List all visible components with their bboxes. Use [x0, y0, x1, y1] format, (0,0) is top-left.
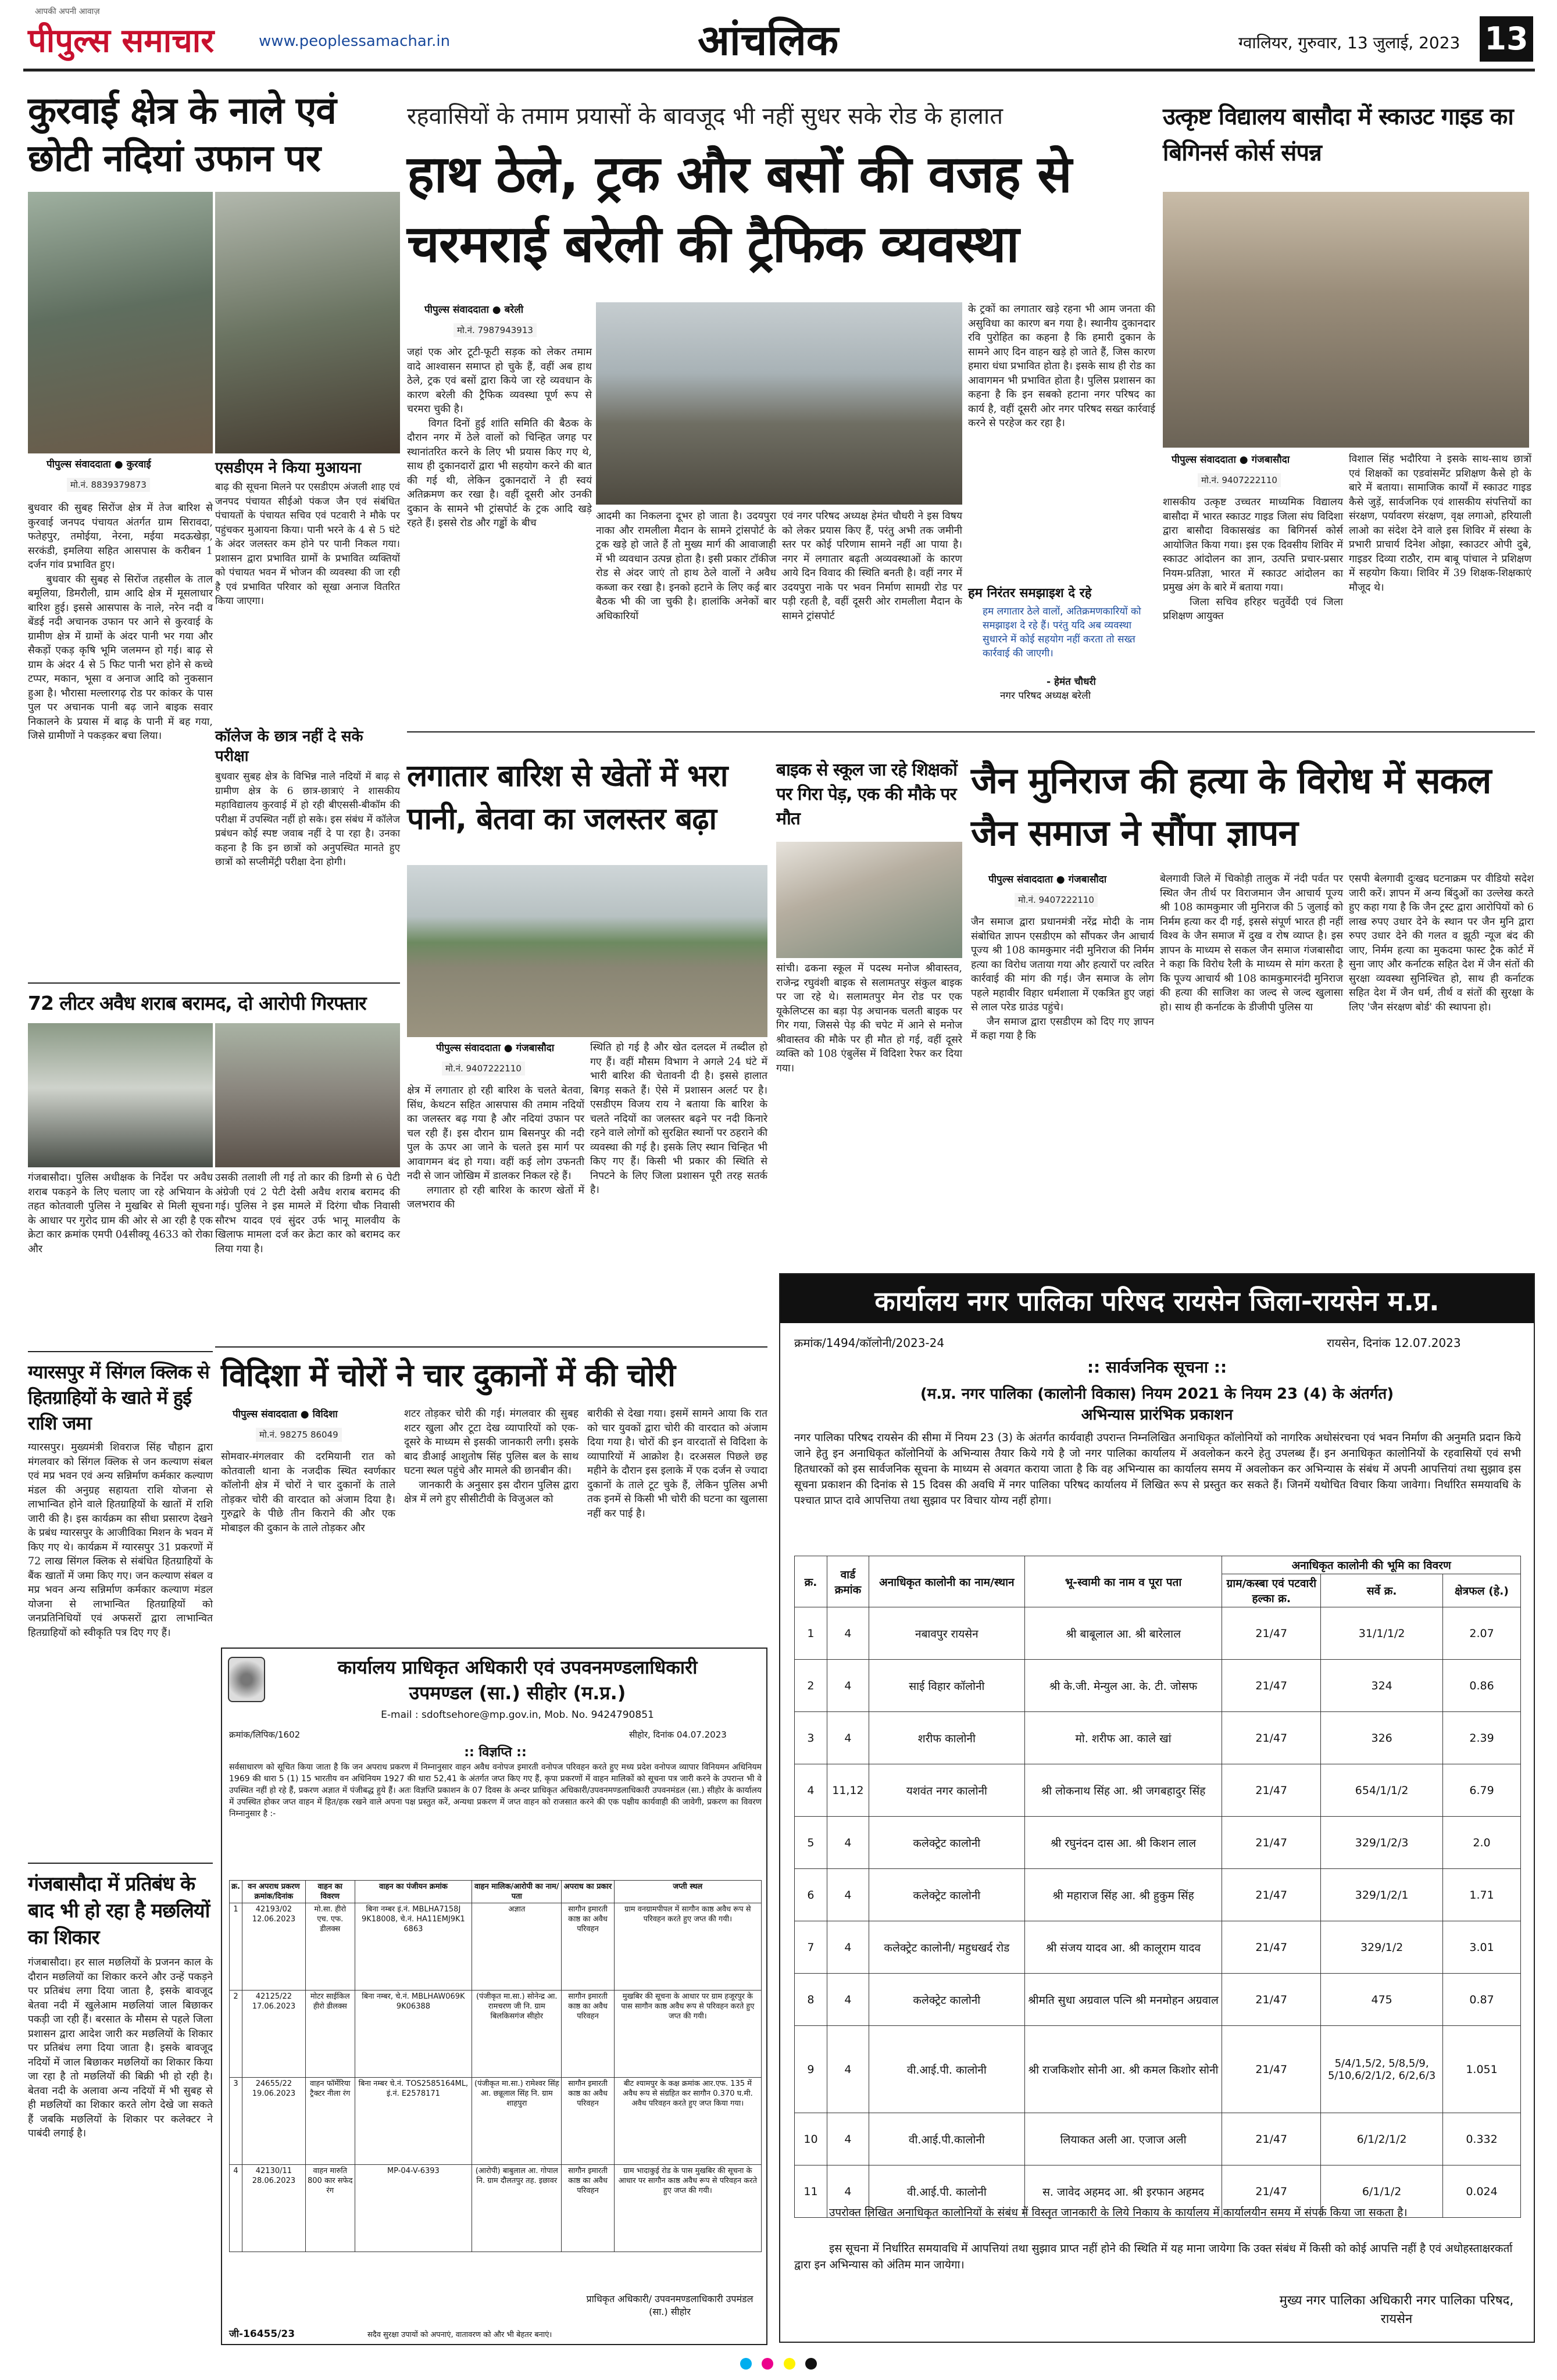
- raisen-table-cell: 31/1/1/2: [1321, 1607, 1443, 1660]
- betwa-mobile: मो.नं. 9407222110: [442, 1062, 525, 1075]
- forest-notice-head: :: विज्ञप्ति ::: [464, 1745, 527, 1760]
- scout-mobile: मो.नं. 9407222110: [1198, 473, 1281, 487]
- jain-col-2: बेलगावी जिले में चिकोड़ी तालुक में नंदी पर्वत पर स्थित जैन तीर्थ पर विराजमान जैन आचार्य पूज्य श्री 108 कामकुमार जी मुनिराज की 5 जुलाई को निर्मम हत्या कर दी गई, इससे संपूर्ण भारत ही नहीं विश्व के जैन समाज में दुख व रोष व्याप्त है। इस ज्ञापन के माध्यम से सकल जैन समाज गंजबासौदा ने कहा कि विरोध रैली के माध्यम से मांग करता है कि पूज्य आचार्य श्री 108 कामकुमारनंदी मुनिराज की हत्या की साजिश का जल्द से जल्द खुलासा हो। साथ ही कर्नाटक के डीजीपी पुलिस या: [1160, 873, 1347, 1013]
- kurwai-photo: [28, 192, 213, 453]
- betwa-col-1: क्षेत्र में लगातार हो रही बारिश के चलते बेतवा, सिंध, केथटन सहित आसपास की तमाम नदियों का जलस्तर बढ़ गया है और नदियां उफान पर चल रही हैं। इस दौरान ग्राम बिसनपुर की नदी पुल के ऊपर आ जाने के चलते इस मार्ग पर आवागमन बंद हो गया। वहीं कई लोग उफनती नदी से जान जोखिम में डालकर निकल रहे हैं। लगातार हो रही बारिश के कारण खेतों में जलभराव की: [407, 1085, 584, 1210]
- raisen-table-cell: 5: [795, 1817, 827, 1869]
- forest-notice-email: E-mail : sdoftsehore@mp.gov.in, Mob. No. 9424790851: [381, 1709, 654, 1721]
- raisen-table-row: [795, 2113, 1521, 2165]
- forest-notice-date: सीहोर, दिनांक 04.07.2023: [629, 1729, 727, 1740]
- raisen-table-cell: 6: [795, 1869, 827, 1921]
- raisen-table-cell: 21/47: [1222, 1869, 1321, 1921]
- registration-mark-yellow-icon: [784, 2358, 795, 2370]
- kurwai-sub-2: कॉलेज के छात्र नहीं दे सके परीक्षा: [215, 728, 363, 765]
- raisen-table-cell: 4: [827, 1712, 869, 1764]
- tree-body: सांची। ढकना स्कूल में पदस्थ मनोज श्रीवास्तव, राजेन्द्र रघुवंशी बाइक से सलामतपुर संकुल बाइक पर जा रहे थे। सलामतपुर मेन रोड पर एक यूकेलिप्टस का बड़ा पेड़ अचानक चलती बाइक पर गिर गया, जिससे पेड़ की चपेट में आने से मनोज श्रीवास्तव की मौके पर ही मौत हो गई, वहीं दूसरे व्यक्ति को 108 एंबुलेंस में विदिशा रेफर कर दिया गया।: [776, 963, 966, 1074]
- raisen-table-cell: 1.71: [1443, 1869, 1521, 1921]
- raisen-notice-rule: (म.प्र. नगर पालिका (कालोनी विकास) नियम 2021 के नियम 23 (4) के अंतर्गत): [920, 1385, 1394, 1403]
- raisen-table-cell: 475: [1321, 1974, 1443, 2026]
- raisen-table-cell: श्री बाबूलाल आ. श्री बारेलाल: [1024, 1607, 1222, 1660]
- raisen-table-cell: मो. शरीफ आ. काले खां: [1024, 1712, 1222, 1764]
- raisen-notice-intro: नगर पालिका परिषद रायसेन की सीमा में नियम 23 (3) के अंतर्गत कार्यवाही उपरान्त निम्नलिखित अनाधिकृत कॉलोनियों को नागरिक अधोसंरचना एवं भवन निर्माण की अनुमति प्रदान किये जाने हेतु इन अनाधिकृत कॉलोनियों के अभिन्यास तैयार किये गये है जो नगर पालिका कार्यालय में अवलोकन करने हेतु उपलब्ध हैं। इन अनाधिकृत कालोनियों के रहवासियों एवं सभी हितधारकों को इस सार्वजनिक सूचना के माध्यम से अवगत कराया जाता है कि वह अभिन्यास का कार्यालय समय में अवलोकन कर अभिन्यास के संबंध में अपनी आपत्तियां तथा सुझाव इस सूचना प्रकाशन की दिनांक से 15 दिवस की अवधि में नगर पालिका परिषद कार्यालय में लिखित रूप से प्रस्तुत कर सकते हैं। जिनमें यथोचित विचार किया जावेगा। निर्धारित समयावधि के पश्चात प्राप्त दावे आपत्तिया तथा सुझाव पर विचार योग्य नहीं होगा।: [794, 1432, 1521, 1507]
- raisen-table-cell: 11,12: [827, 1764, 869, 1817]
- forest-table-cell: सागौन इमारती काष्ठ का अवैध परिवहन: [562, 2078, 614, 2165]
- gyaraspur-body: ग्यारसपुर। मुख्यमंत्री शिवराज सिंह चौहान द्वारा मंगलवार को सिंगल क्लिक से जन कल्याण संबल एवं मप्र भवन एवं अन्य सन्निर्माण कर्मकार कल्याण मंडल की अनुग्रह सहायता राशि योजना से लाभान्वित होने वाले हितग्राहियों के खातों में राशि जारी की है। इस कार्यक्रम का सीधा प्रसारण देखने के प्रबंध ग्यारसपुर के आजीविका मिशन के भवन में किए गए थे। कार्यक्रम में ग्यारसपुर 31 प्रकरणों में 72 लाख सिंगल क्लिक से संबंधित हितग्राहियों के बैंक खातों में जमा किए गए। जन कल्याण संबल व मप्र भवन अन्य सन्निर्माण कर्मकार कल्याण मंडल योजना से लाभान्वित हितग्राहियों को जनप्रतिनिधियों एवं अफसरों द्वारा लाभान्वित हितग्राहियों को स्वीकृति पत्र दिए गए हैं।: [28, 1442, 216, 1639]
- raisen-table-cell: श्री रघुनंदन दास आ. श्री किशन लाल: [1024, 1817, 1222, 1869]
- forest-table-cell: बीट श्यामपुर के कक्ष क्रमांक आर.एफ. 135 में अवैध रूप से संग्रहित कर सागौन 0.370 घ.मी. अवैध परिवहन करते हुए जप्त किया गया।: [614, 2078, 761, 2165]
- betwa-photo: [407, 865, 767, 1037]
- raisen-table-cell: 2.07: [1443, 1607, 1521, 1660]
- raisen-table-cell: 6/1/1/2: [1321, 2165, 1443, 2218]
- raisen-table-cell: 2.39: [1443, 1712, 1521, 1764]
- registration-mark-cyan-icon: [740, 2358, 752, 2370]
- raisen-table-cell: 2: [795, 1660, 827, 1712]
- raisen-table-cell: श्री राजकिशोर सोनी आ. श्री कमल किशोर सोनी: [1024, 2026, 1222, 2113]
- bareli-photo: [596, 302, 962, 505]
- raisen-table-cell: 21/47: [1222, 1817, 1321, 1869]
- forest-table-cell: ग्राम भादाकुई रोड के पास मुखबिर की सूचना के आधार पर सागौन काष्ठ अवैध रूप से परिवहन करते हुए जप्त की गयी।: [614, 2165, 761, 2252]
- forest-notice-ref: क्रमांक/लिपिक/1602: [229, 1729, 301, 1740]
- raisen-table-cell: 9: [795, 2026, 827, 2113]
- kurwai-col-1: बुधवार की सुबह सिरोंज क्षेत्र में तेज बारिश से कुरवाई जनपद पंचायत अंतर्गत ग्राम सिरावदा, फतेहपुर, तमोईया, नेरना, मईया मदऊखेड़ा, सरकंडी, इमलिया सहित आसपास के करीबन 1 दर्जन गांव प्रभावित हुए। बुधवार की सुबह से सिरोंज तहसील के ताल बमूलिया, डिमरौली, ग्राम आदि क्षेत्र में मूसलाधार बारिश हुई। इससे आसपास के नाले, नरेन नदी व बेंडई नदी अचानक उफान पर आने से कुरवाई के ग्रामीण क्षेत्र में ग्रामों के अंदर पानी भर गया और सैकड़ों एकड़ कृषि भूमि जलमग्न हो गई। बाढ़ से ग्राम के अंदर 4 से 5 फिट पानी भरा होने से कच्चे टप्पर, मकान, भूसा व अनाज आदि को नुकसान हुआ है। भौरासा मल्लारगढ़ रोड पर कांकर के पास पुल पर अचानक पानी बढ़ जाने बाइक सवार निकालने के प्रयास में बाढ़ के पानी में बह गया, जिसे ग्रामीणों ने पकड़कर बचा लिया।: [28, 502, 213, 742]
- liquor-col-2: उसकी तलाशी ली गई तो कार की डिग्गी से 6 पेटी अंग्रेजी एवं 2 पेटी देसी अवैध शराब बरामद की गई। पुलिस ने इस मामले में दिरंगा चौक निवासी सौरभ यादव एवं सुंदर उर्फ भानू मालवीय के खिलाफ मामला दर्ज कर क्रेटा कार को बरामद कर लिया गया है।: [215, 1172, 403, 1255]
- raisen-notice-title: कार्यालय नगर पालिका परिषद रायसेन जिला-रायसेन म.प्र.: [874, 1285, 1440, 1317]
- vidisha-col-1: सोमवार-मंगलवार की दरमियानी रात को कोतवाली थाना के नजदीक स्थित स्वर्णकार कॉलोनी क्षेत्र में चोरों ने चार दुकानों के ताले तोड़कर चोरी की वारदात को अंजाम दिया है। गुरुद्वारे के पीछे तीन किराने की और एक मोबाइल की दुकान के ताले तोड़कर और: [221, 1451, 399, 1534]
- raisen-table-cell: श्री के.जी. मेन्युल आ. के. टी. जोसफ: [1024, 1660, 1222, 1712]
- scout-photo: [1163, 192, 1529, 448]
- raisen-table-cell: 4: [827, 1869, 869, 1921]
- bareli-quote-by: - हेमंत चौधरी: [1047, 676, 1096, 688]
- raisen-table-cell: कलेक्ट्रेट कालोनी: [869, 1869, 1024, 1921]
- raisen-table-cell: 0.87: [1443, 1974, 1521, 2026]
- bareli-col-1: जहां एक ओर टूटी-फूटी सड़क को लेकर तमाम वादे आश्वासन समाप्त हो चुके हैं, वहीं अब हाथ ठेले, ट्रक एवं बसों द्वारा किये जा रहे व्यवधान के कारण बरेली की ट्रैफिक व्यवस्था पूर्ण रूप से चरमरा चुकी है। विगत दिनों हुई शांति समिति की बैठक के दौरान नगर में ठेले वालों को चिन्हित जगह पर स्थानांतरित करने के लिए भी प्रयास किए गए थे, साथ ही दुकानदारों द्वारा भी सहयोग करने की बात की गई थी, लेकिन दुकानदारों ने ही स्वयं अतिक्रमण कर रखा है। वहीं दूसरी ओर उनकी दुकान के सामने भी ट्रांसपोर्ट के ट्रक आदि खड़े रहते हैं। इससे रोड और गड्ढों के बीच: [407, 346, 592, 529]
- raisen-th-area: क्षेत्रफल (हे.): [1443, 1574, 1521, 1607]
- fish-body: गंजबासौदा। हर साल मछलियों के प्रजनन काल के दौरान मछलियों का शिकार करने और उन्हें पकड़ने पर प्रतिबंध लगा दिया जाता है, इसके बावजूद बेतवा नदी में खुलेआम मछलियां जाल बिछाकर पकड़ी जा रही हैं। बरसात के मौसम से पहले जिला प्रशासन द्वारा आदेश जारी कर मछलियों के शिकार पर प्रतिबंध लगा दिया जाता है। इसके बावजूद नदियों में जाल बिछाकर मछलियों का शिकार किया जा रहा है तो मछलियों की बिक्री भी हो रही है। बेतवा नदी के अलावा अन्य नदियों में भी सुबह से ही मछलियों का शिकार करते लोग देखे जा सकते हैं जबकि मछलियों के शिकार पर कलेक्टर ने पाबंदी लगाई है।: [28, 1957, 216, 2139]
- dateline: ग्वालियर, गुरुवार, 13 जुलाई, 2023: [1238, 33, 1460, 52]
- scout-byline: पीपुल्स संवाददाता ● गंजबासौदा: [1172, 454, 1290, 466]
- forest-table-cell: 1: [230, 1903, 242, 1991]
- forest-table-header: [230, 1881, 762, 1903]
- raisen-notice-head: :: सार्वजनिक सूचना ::: [1087, 1357, 1227, 1377]
- raisen-table-cell: 2.0: [1443, 1817, 1521, 1869]
- raisen-table-cell: स. जावेद अहमद आ. श्री इरफान अहमद: [1024, 2165, 1222, 2218]
- raisen-table-cell: 11: [795, 2165, 827, 2218]
- forest-table-row: [230, 2165, 762, 2252]
- raisen-table-cell: 21/47: [1222, 1921, 1321, 1974]
- raisen-table-cell: 4: [827, 1660, 869, 1712]
- forest-table-cell: 24655/22 19.06.2023: [242, 2078, 305, 2165]
- jain-byline: पीपुल्स संवाददाता ● गंजबासौदा: [988, 874, 1107, 885]
- bareli-mobile: मो.नं. 7987943913: [453, 323, 537, 337]
- masthead-site[interactable]: www.peoplessamachar.in: [259, 33, 451, 50]
- vidisha-headline: विदिशा में चोरों ने चार दुकानों में की चोरी: [221, 1357, 675, 1393]
- forest-table-cell: 4: [230, 2165, 242, 2252]
- raisen-notice: [779, 1273, 1535, 2343]
- raisen-th-colony: अनाधिकृत कालोनी का नाम/स्थान: [869, 1556, 1024, 1607]
- raisen-table-cell: लियाकत अली आ. एजाज अली: [1024, 2113, 1222, 2165]
- forest-emblem-icon: [228, 1657, 265, 1702]
- raisen-table-cell: शरीफ कालोनी: [869, 1712, 1024, 1764]
- scout-col-1: शासकीय उत्कृष्ट उच्चतर माध्यमिक विद्यालय बासौदा में भारत स्काउट गाइड जिला संघ विदिशा द्वारा बासौदा विकासखंड का बिगिनर्स कोर्स आयोजित किया गया। इस एक दिवसीय शिविर में स्काउट आंदोलन का ज्ञान, उत्पत्ति प्रचार-प्रसार नियम-प्रतिज्ञा, भारत में स्काउट आंदोलन का प्रमुख अंग के बारे में बताया गया। जिला सचिव हरिहर चतुर्वेदी एवं जिला प्रशिक्षण आयुक्त: [1163, 496, 1343, 622]
- liquor-col-1: गंजबासौदा। पुलिस अधीक्षक के निर्देश पर अवैध शराब पकड़ने के लिए चलाए जा रहे अभियान के तहत कोतवाली पुलिस ने मुखबिर से मिली सूचना के आधार पर गुरोद ग्राम की ओर से आ रही है एक क्रेटा कार क्रमांक एमपी 04सीक्यू 4633 को रोका और: [28, 1172, 216, 1255]
- raisen-table-cell: 329/1/2: [1321, 1921, 1443, 1974]
- raisen-table-cell: 21/47: [1222, 1764, 1321, 1817]
- raisen-th-group: अनाधिकृत कालोनी की भूमि का विवरण: [1222, 1556, 1521, 1574]
- forest-table-cell: 2: [230, 1991, 242, 2078]
- raisen-table-cell: 0.024: [1443, 2165, 1521, 2218]
- forest-table-cell: मुखबिर की सूचना के आधार पर ग्राम हजूरपुर के पास सागौन काष्ठ अवैध रूप से परिवहन करते हुए जप्त की गयी।: [614, 1991, 761, 2078]
- tree-photo: [776, 842, 962, 958]
- raisen-notice-signature: मुख्य नगर पालिका अधिकारी नगर पालिका परिषद, रायसेन: [1279, 2293, 1514, 2327]
- page-number: 13: [1480, 16, 1533, 62]
- raisen-table-cell: 654/1/1/2: [1321, 1764, 1443, 1817]
- forest-table-cell: (आरोपी) बाबुलाल आ. गोपाल नि. ग्राम दौलतपुर तह. इछावर: [472, 2165, 562, 2252]
- jain-headline: जैन मुनिराज की हत्या के विरोध में सकल जैन समाज ने सौंपा ज्ञापन: [971, 759, 1491, 854]
- raisen-table-cell: श्री लोकनाथ सिंह आ. श्री जगबहादुर सिंह: [1024, 1764, 1222, 1817]
- kurwai-photo-2: [215, 192, 400, 453]
- forest-table-cell: ग्राम वनग्रामपीपल में सागौन काष्ठ अवैध रूप से परिवहन करते हुए जप्त की गयी।: [614, 1903, 761, 1991]
- scout-headline: उत्कृष्ट विद्यालय बासौदा में स्काउट गाइड का बिगिनर्स कोर्स संपन्न: [1163, 103, 1513, 166]
- raisen-table-cell: 7: [795, 1921, 827, 1974]
- raisen-th-village: ग्राम/कस्बा एवं पटवारी हल्का क्र.: [1222, 1574, 1321, 1607]
- forest-table-cell: बिना नम्बर, चे.नं. MBLHAW069K 9K06388: [355, 1991, 472, 2078]
- forest-table-cell: MP-04-V-6393: [355, 2165, 472, 2252]
- kurwai-mobile: मो.नं. 8839379873: [67, 478, 150, 492]
- forest-table-cell: (पंजीकृत मा.सा.) सोनेन्द्र आ. रामचरण जी नि. ग्राम बिलकिसगंज सीहोर: [472, 1991, 562, 2078]
- raisen-table-cell: 4: [827, 1921, 869, 1974]
- forest-table-header-cell: वाहन का पंजीयन क्रमांक: [355, 1881, 472, 1903]
- raisen-table-cell: कलेक्ट्रेट कालोनी/ महुधखर्द रोड: [869, 1921, 1024, 1974]
- vidisha-byline: पीपुल्स संवाददाता ● विदिशा: [233, 1409, 338, 1420]
- forest-table-cell: वाहन मारुति 800 कार सफेद रंग: [305, 2165, 355, 2252]
- raisen-table-cell: यशवंत नगर कालोनी: [869, 1764, 1024, 1817]
- raisen-notice-rule-2: अभिन्यास प्रारंभिक प्रकाशन: [1081, 1406, 1233, 1424]
- masthead-rule: [23, 69, 1535, 72]
- jain-col-3: एसपी बेलगावी दुःखद घटनाक्रम पर वीडियो सदेश जारी करें। ज्ञापन में अन्य बिंदुओं का उल्लेख करते हुए कहा गया है कि जैन ट्रस्ट द्वारा आरोपियों को 6 लाख रुपए उधार देने के स्थान पर जैन मुनि द्वारा रुपए उधार देने की गलत व झूठी न्यूज बंद की जाए, निर्मम हत्या का मुकदमा फास्ट ट्रैक कोर्ट में सुना जाए और कर्नाटक सहित देश में जैन संतों की सुरक्षा व्यवस्था सुनिश्चित हो, साथ ही कर्नाटक सहित देश में जैन धर्म, तीर्थ व संतों की सुरक्षा के लिए 'जैन संरक्षण बोर्ड' की स्थापना हो।: [1349, 873, 1537, 1013]
- raisen-table-cell: श्री महाराज सिंह आ. श्री हुकुम सिंह: [1024, 1869, 1222, 1921]
- liquor-photo-2: [215, 1023, 400, 1167]
- raisen-table-cell: नबावपुर रायसेन: [869, 1607, 1024, 1660]
- registration-mark-magenta-icon: [762, 2358, 773, 2370]
- raisen-th-sn: क्र.: [795, 1556, 827, 1607]
- kurwai-headline: कुरवाई क्षेत्र के नाले एवं छोटी नदियां उफान पर: [28, 90, 336, 180]
- print-marks: [0, 2358, 1557, 2372]
- raisen-table-row: [795, 1712, 1521, 1764]
- forest-notice: [221, 1648, 767, 2345]
- raisen-table-cell: वी.आई.पी.कालोनी: [869, 2113, 1024, 2165]
- jain-mobile: मो.नं. 9407222110: [1015, 893, 1098, 907]
- forest-table-cell: बिना नम्बर इं.नं. MBLHA7158J 9K18008, चे.नं. HA11EMJ9K1 6863: [355, 1903, 472, 1991]
- raisen-table-cell: 21/47: [1222, 1974, 1321, 2026]
- forest-table-cell: (पंजीकृत मा.सा.) रामेश्वर सिंह आ. छन्नूलाल सिंह नि. ग्राम शाहपुरा: [472, 2078, 562, 2165]
- raisen-table-cell: 4: [795, 1764, 827, 1817]
- forest-table-header-cell: वन अपराध प्रकरण क्रमांक/दिनांक: [242, 1881, 305, 1903]
- rule-mid: [407, 731, 1535, 732]
- raisen-table-cell: 0.332: [1443, 2113, 1521, 2165]
- forest-table-cell: सागौन इमारती काष्ठ का अवैध परिवहन: [562, 2165, 614, 2252]
- raisen-table-cell: 21/47: [1222, 1607, 1321, 1660]
- raisen-table-cell: 4: [827, 2026, 869, 2113]
- rule-fish: [28, 1863, 213, 1864]
- raisen-table-cell: 8: [795, 1974, 827, 2026]
- raisen-th-survey: सर्वे क्र.: [1321, 1574, 1443, 1607]
- kurwai-col-3: बुधवार सुबह क्षेत्र के विभिन्न नाले नदियों में बाढ़ से ग्रामीण क्षेत्र के 6 छात्र-छात्राएं ने शासकीय महाविद्यालय कुरवाई में हो रही बीएससी-बीकॉम की परीक्षा में उपस्थित नहीं हो सके। इस संबंध में कॉलेज प्रबंधन कोई स्पष्ट जवाब नहीं दे पा रहा है। उनका कहना है कि इन छात्रों को अनुपस्थित मानते हुए छात्रों को सप्लीमेंट्री परीक्षा देना होगी।: [215, 771, 403, 868]
- forest-table-cell: मोटर साईकिल हीरो डीलक्स: [305, 1991, 355, 2078]
- raisen-table-row: [795, 2026, 1521, 2113]
- raisen-table-cell: 6.79: [1443, 1764, 1521, 1817]
- raisen-table-header: [795, 1556, 1521, 1574]
- jain-col-1: जैन समाज द्वारा प्रधानमंत्री नरेंद्र मोदी के नाम संबोधित ज्ञापन एसडीएम को सौंपकर जैन आचार्य पूज्य श्री 108 कामकुमार नंदी मुनिराज की निर्मम हत्या का विरोध जताया गया और हत्यारों पर त्वरित कार्रवाई की मांग की गई। जैन समाज के लोग पहले महावीर विहार धर्मशाला में एकत्रित हुए जहां से लाल परेड ग्राउंड पहुंचे। जैन समाज द्वारा एसडीएम को दिए गए ज्ञापन में कहा गया है कि: [971, 916, 1154, 1042]
- forest-table-row: [230, 2078, 762, 2165]
- raisen-table-cell: वी.आई.पी. कालोनी: [869, 2026, 1024, 2113]
- forest-table-cell: मो.सा. हीरो एच. एफ. डीलक्स: [305, 1903, 355, 1991]
- raisen-table-cell: 329/1/2/1: [1321, 1869, 1443, 1921]
- bareli-col-4: के ट्रकों का लगातार खड़े रहना भी आम जनता की असुविधा का कारण बन गया है। स्थानीय दुकानदार रवि पुरोहित का कहना है कि हमारी दुकान के सामने आए दिन वाहन खड़े हो जाते हैं, जिस कारण हमारा धंधा प्रभावित होता है। इसके साथ ही रोड का आवागमन भी प्रभावित होता है। पुलिस प्रशासन का कहना है कि इन सबको हटाना नगर परिषद का कार्य है, वहीं दूसरी ओर नगर परिषद सख्त कार्रवाई करने से परहेज कर रहा है।: [968, 303, 1159, 429]
- forest-table-header-cell: क्र.: [230, 1881, 242, 1903]
- bareli-col-2: आदमी का निकलना दूभर हो जाता है। उदयपुरा नाका और रामलीला मैदान के सामने ट्रांसपोर्ट के ट्रक खड़े हो जाते हैं तो मुख्य मार्ग की आवाजाही में भी व्यवधान उत्पन्न होता है। इसी प्रकार टॉकीज रोड से अंदर जाएं तो हाथ ठेले वालों ने अवैध कब्जा कर रखा है। इनको हटाने के लिए कई बार बैठक भी की जा चुकी है। हालांकि अनेकों बार अधिकारियों: [596, 510, 780, 622]
- raisen-table-cell: 329/1/2/3: [1321, 1817, 1443, 1869]
- betwa-byline: पीपुल्स संवाददाता ● गंजबासौदा: [436, 1042, 555, 1054]
- vidisha-col-2: शटर तोड़कर चोरी की गई। मंगलवार की सुबह शटर खुला और टूटा देख व्यापारियों को एक-दूसरे के माध्यम से इसकी जानकारी लगी। इसके बाद डीआई आशुतोष सिंह पुलिस बल के साथ घटना स्थल पहुंचे और मामले की छानबीन की। जानकारी के अनुसार इस दौरान पुलिस द्वारा क्षेत्र में लगे हुए सीसीटीवी के विजुअल को: [404, 1408, 578, 1505]
- forest-table-cell: 42193/02 12.06.2023: [242, 1903, 305, 1991]
- kurwai-sub-1: एसडीएम ने किया मुआयना: [215, 459, 361, 477]
- kurwai-byline: पीपुल्स संवाददाता ● कुरवाई: [47, 459, 151, 470]
- raisen-table-cell: श्री संजय यादव आ. श्री कालूराम यादव: [1024, 1921, 1222, 1974]
- raisen-th-ward: वार्ड क्रमांक: [827, 1556, 869, 1607]
- raisen-table-cell: 4: [827, 2113, 869, 2165]
- raisen-table-cell: 324: [1321, 1660, 1443, 1712]
- raisen-table-cell: 0.86: [1443, 1660, 1521, 1712]
- forest-table-cell: सागौन इमारती काष्ठ का अवैध परिवहन: [562, 1903, 614, 1991]
- bareli-byline: पीपुल्स संवाददाता ● बरेली: [424, 304, 524, 316]
- registration-mark-black-icon: [805, 2358, 817, 2370]
- bareli-headline: हाथ ठेले, ट्रक और बसों की वजह से चरमराई बरेली की ट्रैफिक व्यवस्था: [407, 144, 1072, 274]
- raisen-th-owner: भू-स्वामी का नाम व पूरा पता: [1024, 1556, 1222, 1607]
- forest-notice-title: कार्यालय प्राधिकृत अधिकारी एवं उपवनमण्डलाधिकारी: [337, 1656, 698, 1678]
- raisen-table-cell: 21/47: [1222, 1712, 1321, 1764]
- forest-table-header-cell: वाहन का विवरण: [305, 1881, 355, 1903]
- rule-gyaraspur: [28, 1351, 213, 1352]
- bareli-quote-head: हम निरंतर समझाइश दे रहे: [968, 586, 1092, 601]
- raisen-table-cell: 21/47: [1222, 1660, 1321, 1712]
- forest-notice-footer-note: सदैव सुरक्षा उपायों को अपनाएं, वातावरण को और भी बेहतर बनाएं।: [367, 2331, 552, 2339]
- forest-notice-intro: सर्वसाधारण को सूचित किया जाता है कि जन अपराध प्रकरण में निम्नानुसार वाहन अवैध वनोपज इमारती वनोपज परिवहन करते हुए मध्य प्रदेश वनोपज व्यापार विनियमन अधिनियम 1969 की धारा 5 (1) 15 भारतीय वन अधिनियम 1927 की धारा 52,41 के अंतर्गत जप्त किए गए हैं, कृपा प्रकरणों में वाहन मालिकों को सूचना पत्र जारी करने के उपरान्त भी वे उपस्थित नहीं हो रहे हैं, प्रकरण अज्ञात में पंजीबद्ध हुये हैं। अतः विज्ञप्ति प्रकाशन के 07 दिवस के अन्दर प्राधिकृत अधिकारी/उपवनमण्डलाधिकारी उपवनमंडल (सा.) सीहोर के कार्यालय में उपस्थित होकर जप्त वाहन में हित/हक रखने वाले अपना पक्ष प्रस्तुत करें, अन्यथा प्रकरण में जप्त वाहन को राजसात करने की एक पक्षीय कार्यवाही की जावेगी, प्रकरण का विवरण निम्नानुसार है :-: [229, 1763, 762, 1818]
- forest-table-header-cell: अपराध का प्रकार: [562, 1881, 614, 1903]
- forest-table-cell: वाहन फॉर्मेरिया ट्रैक्टर नीला रंग: [305, 2078, 355, 2165]
- vidisha-col-3: बारीकी से देखा गया। इसमें सामने आया कि रात को चार युवकों द्वारा चोरी की वारदात को अंजाम दिया गया है। चोरों की इन वारदातों से विदिशा के व्यापारियों में आक्रोश है। दरअसल पिछले छह महीने के दौरान इस इलाके में एक दर्जन से ज्यादा दुकानों के ताले टूट चुके हैं, लेकिन पुलिस अभी तक इनमें से किसी भी चोरी की घटना का खुलासा नहीं कर पाई है।: [587, 1408, 771, 1520]
- forest-table-cell: अज्ञात: [472, 1903, 562, 1991]
- raisen-table-row: [795, 1660, 1521, 1712]
- masthead: [0, 0, 1557, 69]
- masthead-logo: पीपुल्स समाचार: [28, 22, 215, 60]
- raisen-table-cell: 4: [827, 1974, 869, 2026]
- raisen-table-cell: 21/47: [1222, 2026, 1321, 2113]
- raisen-table-cell: वी.आई.पी. कालोनी: [869, 2165, 1024, 2218]
- raisen-table-row: [795, 1607, 1521, 1660]
- rule-liquor: [28, 982, 400, 984]
- liquor-headline: 72 लीटर अवैध शराब बरामद, दो आरोपी गिरफ्तार: [28, 992, 366, 1014]
- tree-headline: बाइक से स्कूल जा रहे शिक्षकों पर गिरा पेड़, एक की मौके पर मौत: [776, 760, 957, 829]
- raisen-table-cell: 1.051: [1443, 2026, 1521, 2113]
- fish-headline: गंजबासौदा में प्रतिबंध के बाद भी हो रहा है मछलियों का शिकार: [28, 1872, 210, 1949]
- raisen-table-cell: श्रीमति सुधा अग्रवाल पत्नि श्री मनमोहन अग्रवाल: [1024, 1974, 1222, 2026]
- bareli-quote-role: नगर परिषद अध्यक्ष बरेली: [1000, 690, 1091, 702]
- raisen-table-cell: 4: [827, 1607, 869, 1660]
- bareli-col-3: एवं नगर परिषद अध्यक्ष हेमंत चौधरी ने इस विषय को लेकर प्रयास किए हैं, परंतु अभी तक जमीनी स्तर पर कोई परिणाम सामने नहीं आ पाया है। नगर में लगातार बढ़ती अव्यवस्थाओं के कारण आये दिन विवाद की स्थिति बनती है। वहीं नगर में उदयपुरा नाके पर भवन निर्माण सामग्री रोड पर पड़ी रहती है, वहीं दूसरी ओर रामलीला मैदान के सामने ट्रांसपोर्ट: [782, 510, 966, 622]
- forest-notice-footer-ref: जी-16455/23: [229, 2328, 295, 2340]
- raisen-table-cell: 5/4/1,5/2, 5/8,5/9, 5/10,6/2/1/2, 6/2,6/3: [1321, 2026, 1443, 2113]
- masthead-tagline: आपकी अपनी आवाज़: [35, 7, 100, 16]
- vidisha-mobile: मो.नं. 98275 86049: [256, 1428, 342, 1442]
- raisen-table-cell: साई विहार कॉलोनी: [869, 1660, 1024, 1712]
- raisen-table-cell: 1: [795, 1607, 827, 1660]
- betwa-headline: लगातार बारिश से खेतों में भरा पानी, बेतवा का जलस्तर बढ़ा: [407, 759, 728, 837]
- kurwai-col-2: बाढ़ की सूचना मिलने पर एसडीएम अंजली शाह एवं जनपद पंचायत सीईओ पंकज जैन एवं संबंधित पंचायतों के पंचायत सचिव एवं पटवारी ने मौके पर पहुंचकर मुआयना किया। पानी भरने के 4 से 5 घंटे के अंदर जलस्तर कम होने पर पानी निकल गया। प्रशासन द्वारा प्रभावित ग्रामों के प्रभावित व्यक्तियों को पंचायत भवन में भोजन की व्यवस्था की जा रही है एवं प्रभावित परिवार को सूखा अनाज वितरित किया जाएगा।: [215, 481, 403, 607]
- raisen-table-cell: 326: [1321, 1712, 1443, 1764]
- bareli-quote: हम लगातार ठेले वालों, अतिक्रमणकारियों को समझाइश दे रहे हैं। परंतु यदि अब व्यवस्था सुधारने में कोई सहयोग नहीं करता तो सख्त कार्रवाई की जाएगी।: [983, 606, 1141, 659]
- raisen-table-row: [795, 1921, 1521, 1974]
- raisen-table-row: [795, 1869, 1521, 1921]
- raisen-table: [794, 1556, 1521, 2218]
- forest-table-header-cell: वाहन मालिक/आरोपी का नाम/पता: [472, 1881, 562, 1903]
- forest-table-row: [230, 1991, 762, 2078]
- raisen-table-cell: 21/47: [1222, 2113, 1321, 2165]
- forest-table-cell: सागौन इमारती काष्ठ का अवैध परिवहन: [562, 1991, 614, 2078]
- raisen-table-cell: 21/47: [1222, 2165, 1321, 2218]
- rule-vidisha: [215, 1346, 767, 1348]
- raisen-table-row: [795, 1817, 1521, 1869]
- raisen-table-cell: 10: [795, 2113, 827, 2165]
- forest-table: [229, 1880, 762, 2252]
- forest-table-cell: 42125/22 17.06.2023: [242, 1991, 305, 2078]
- liquor-photo: [28, 1023, 213, 1167]
- bareli-kicker: रहवासियों के तमाम प्रयासों के बावजूद भी नहीं सुधर सके रोड के हालात: [407, 103, 1004, 130]
- raisen-table-cell: कलेक्ट्रेट कालोनी: [869, 1974, 1024, 2026]
- raisen-table-cell: 3.01: [1443, 1921, 1521, 1974]
- forest-notice-subtitle: उपमण्डल (सा.) सीहोर (म.प्र.): [409, 1682, 626, 1704]
- section-name: आंचलिक: [698, 16, 839, 65]
- raisen-table-cell: कलेक्ट्रेट कालोनी: [869, 1817, 1024, 1869]
- raisen-notice-outro-1: उपरोक्त लिखित अनाधिकृत कालोनियों के संबंध में विस्तृत जानकारी के लिये निकाय के कार्यालय में कार्यालयीन समय में संपर्क किया जा सकता है।: [829, 2206, 1408, 2219]
- forest-table-cell: 42130/11 28.06.2023: [242, 2165, 305, 2252]
- forest-table-cell: 3: [230, 2078, 242, 2165]
- raisen-notice-ref: क्रमांक/1494/कॉलोनी/2023-24: [794, 1336, 945, 1350]
- raisen-table-cell: 3: [795, 1712, 827, 1764]
- raisen-table-cell: 6/1/2/1/2: [1321, 2113, 1443, 2165]
- raisen-notice-date: रायसेन, दिनांक 12.07.2023: [1327, 1336, 1461, 1350]
- forest-table-row: [230, 1903, 762, 1991]
- scout-col-2: विशाल सिंह भदौरिया ने इसके साथ-साथ छात्रों एवं शिक्षकों का एडवांसमेंट प्रशिक्षण कैसे हो के बारे में बताया। सामाजिक कार्यों में स्काउट गाइड कैसे जुड़ें, सार्वजनिक एवं शासकीय संपत्तियों का संरक्षण, पर्यावरण संरक्षण, वृक्ष लगाओ, हरियाली लाओ का संदेश देने वाले इस शिविर में संस्था के प्रभारी प्राचार्य दिनेश ओझा, स्काउटर ओपी दुबे, गाइडर दिव्या राठौर, राम बाबू पांचाल ने प्रशिक्षण में सहयोग किया। शिविर में 39 शिक्षक-शिक्षकाएं मौजूद थे।: [1349, 453, 1535, 594]
- raisen-table-row: [795, 1974, 1521, 2026]
- raisen-notice-outro-2: इस सूचना में निर्धारित समयावधि में आपत्तियां तथा सुझाव प्राप्त नहीं होने की स्थिति में यह माना जायेगा कि उक्त संबंध में किसी को कोई आपत्ति नहीं है एवं अधोहस्ताक्षरकर्ता द्वारा इन अभिन्यास को अंतिम मान जायेगा।: [794, 2242, 1513, 2271]
- forest-table-cell: बिना नम्बर चे.नं. TOS2585164ML, इं.नं. E2578171: [355, 2078, 472, 2165]
- raisen-table-row: [795, 1764, 1521, 1817]
- forest-table-header-cell: जप्ती स्थल: [614, 1881, 761, 1903]
- gyaraspur-headline: ग्यारसपुर में सिंगल क्लिक से हितग्राहियों के खाते में हुई राशि जमा: [28, 1361, 209, 1434]
- raisen-table-cell: 4: [827, 2165, 869, 2218]
- raisen-table-cell: 4: [827, 1817, 869, 1869]
- betwa-col-2: स्थिति हो गई है और खेत दलदल में तब्दील हो गए हैं। वहीं मौसम विभाग ने अगले 24 घंटे में भारी बारिश की चेतावनी दी है। इससे हालात बिगड़ सकते हैं। ऐसे में प्रशासन अलर्ट पर है। एसडीएम विजय राय ने बताया कि बारिश के चलते नदियों का जलस्तर बढ़ने पर नदी किनारे रहने वाले लोगों को सुरक्षित स्थानों पर ठहराने की व्यवस्था की गई है। इसके लिए स्थान चिन्हित भी किए गए हैं। किसी भी प्रकार की स्थिति से निपटने के लिए जिला प्रशासन पूरी तरह सतर्क है।: [590, 1042, 771, 1196]
- forest-notice-signature: प्राधिकृत अधिकारी/ उपवनमण्डलाधिकारी उपमंडल (सा.) सीहोर: [586, 2293, 753, 2317]
